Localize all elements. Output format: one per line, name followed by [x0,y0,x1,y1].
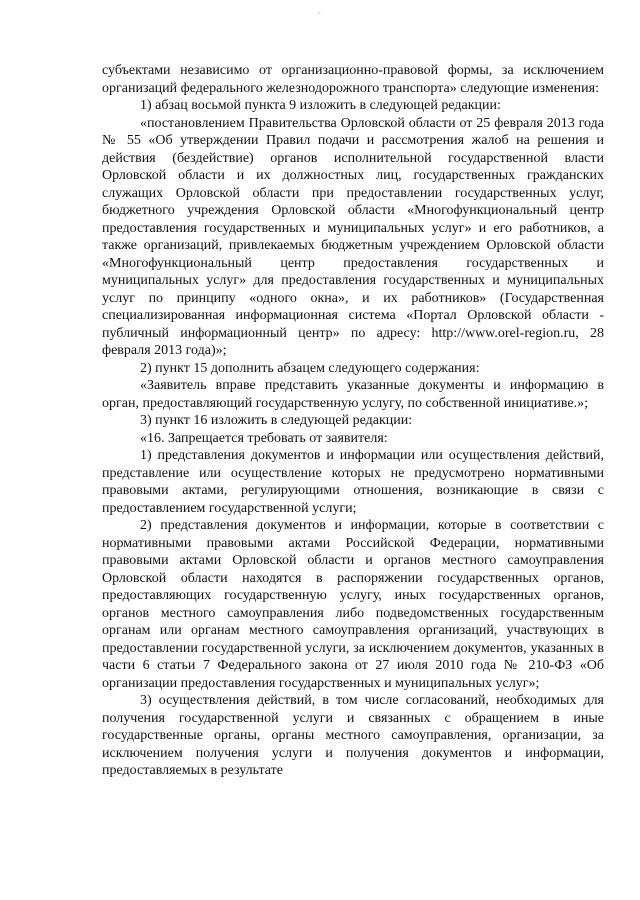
paragraph: 2) представления документов и информации, которые в соответствии с нормативными правовыми актами Российской Федерации, нормативными правовыми актами Орловской области и органов местного самоуправления Орловской области находятся в распоряжении государственных органов, предоставляющих государственную услугу, иных государственных органов, органов местного самоуправления либо подведомственных государственным органам или органам местного самоуправления организаций, участвующих в предоставлении государственной услуги, за исключением документов, указанных в части 6 статьи 7 Федерального закона от 27 июля 2010 года № 210-ФЗ «Об организации предоставления государственных и муниципальных услуг»; [102,518,604,691]
paragraph: «постановлением Правительства Орловской области от 25 февраля 2013 года № 55 «Об утверждении Правил подачи и рассмотрения жалоб на решения и действия (бездействие) органов исполнительной государственной власти Орловской области и их должностных лиц, государственных гражданских служащих Орловской области при предоставлении государственных услуг, бюджетного учреждения Орловской области «Многофункциональный центр предоставления государственных и муниципальных услуг» и его работников, а также организаций, привлекаемых бюджетным учреждением Орловской области «Многофункциональный центр предоставления государственных и муниципальных услуг» для предоставления государственных и муниципальных услуг по принципу «одного окна», и их работников» (Государственная специализированная информационная система «Портал Орловской области - публичный информационный центр» по адресу: http://www.orel-region.ru, 28 февраля 2013 года)»; [102,115,604,358]
page-top-marker: - [318,8,321,17]
paragraph: «16. Запрещается требовать от заявителя: [140,430,388,446]
paragraph: субъектами независимо от организационно-правовой формы, за исключением организаций федерального железнодорожного транспорта» следующие изменения: [102,63,604,96]
paragraph: 1) представления документов и информации или осуществления действий, представление или осуществление которых не предусмотрено нормативными правовыми актами, регулирующими отношения, возникающие в связи с предоставлением государственной услуги; [102,448,604,516]
document-body [102,62,604,780]
paragraph: 3) пункт 16 изложить в следующей редакции: [140,413,413,428]
paragraph: «Заявитель вправе представить указанные документы и информацию в орган, предоставляющий государственную услугу, по собственной инициативе.»; [102,378,604,411]
paragraph: 3) осуществления действий, в том числе согласований, необходимых для получения государственной услуги и связанных с обращением в иные государственные органы, органы местного самоуправления, организации, за исключением получения услуги и получения документов и информации, предоставляемых в результате [102,693,604,778]
paragraph: 2) пункт 15 дополнить абзацем следующего содержания: [140,360,480,376]
paragraph: 1) абзац восьмой пункта 9 изложить в следующей редакции: [140,98,501,113]
